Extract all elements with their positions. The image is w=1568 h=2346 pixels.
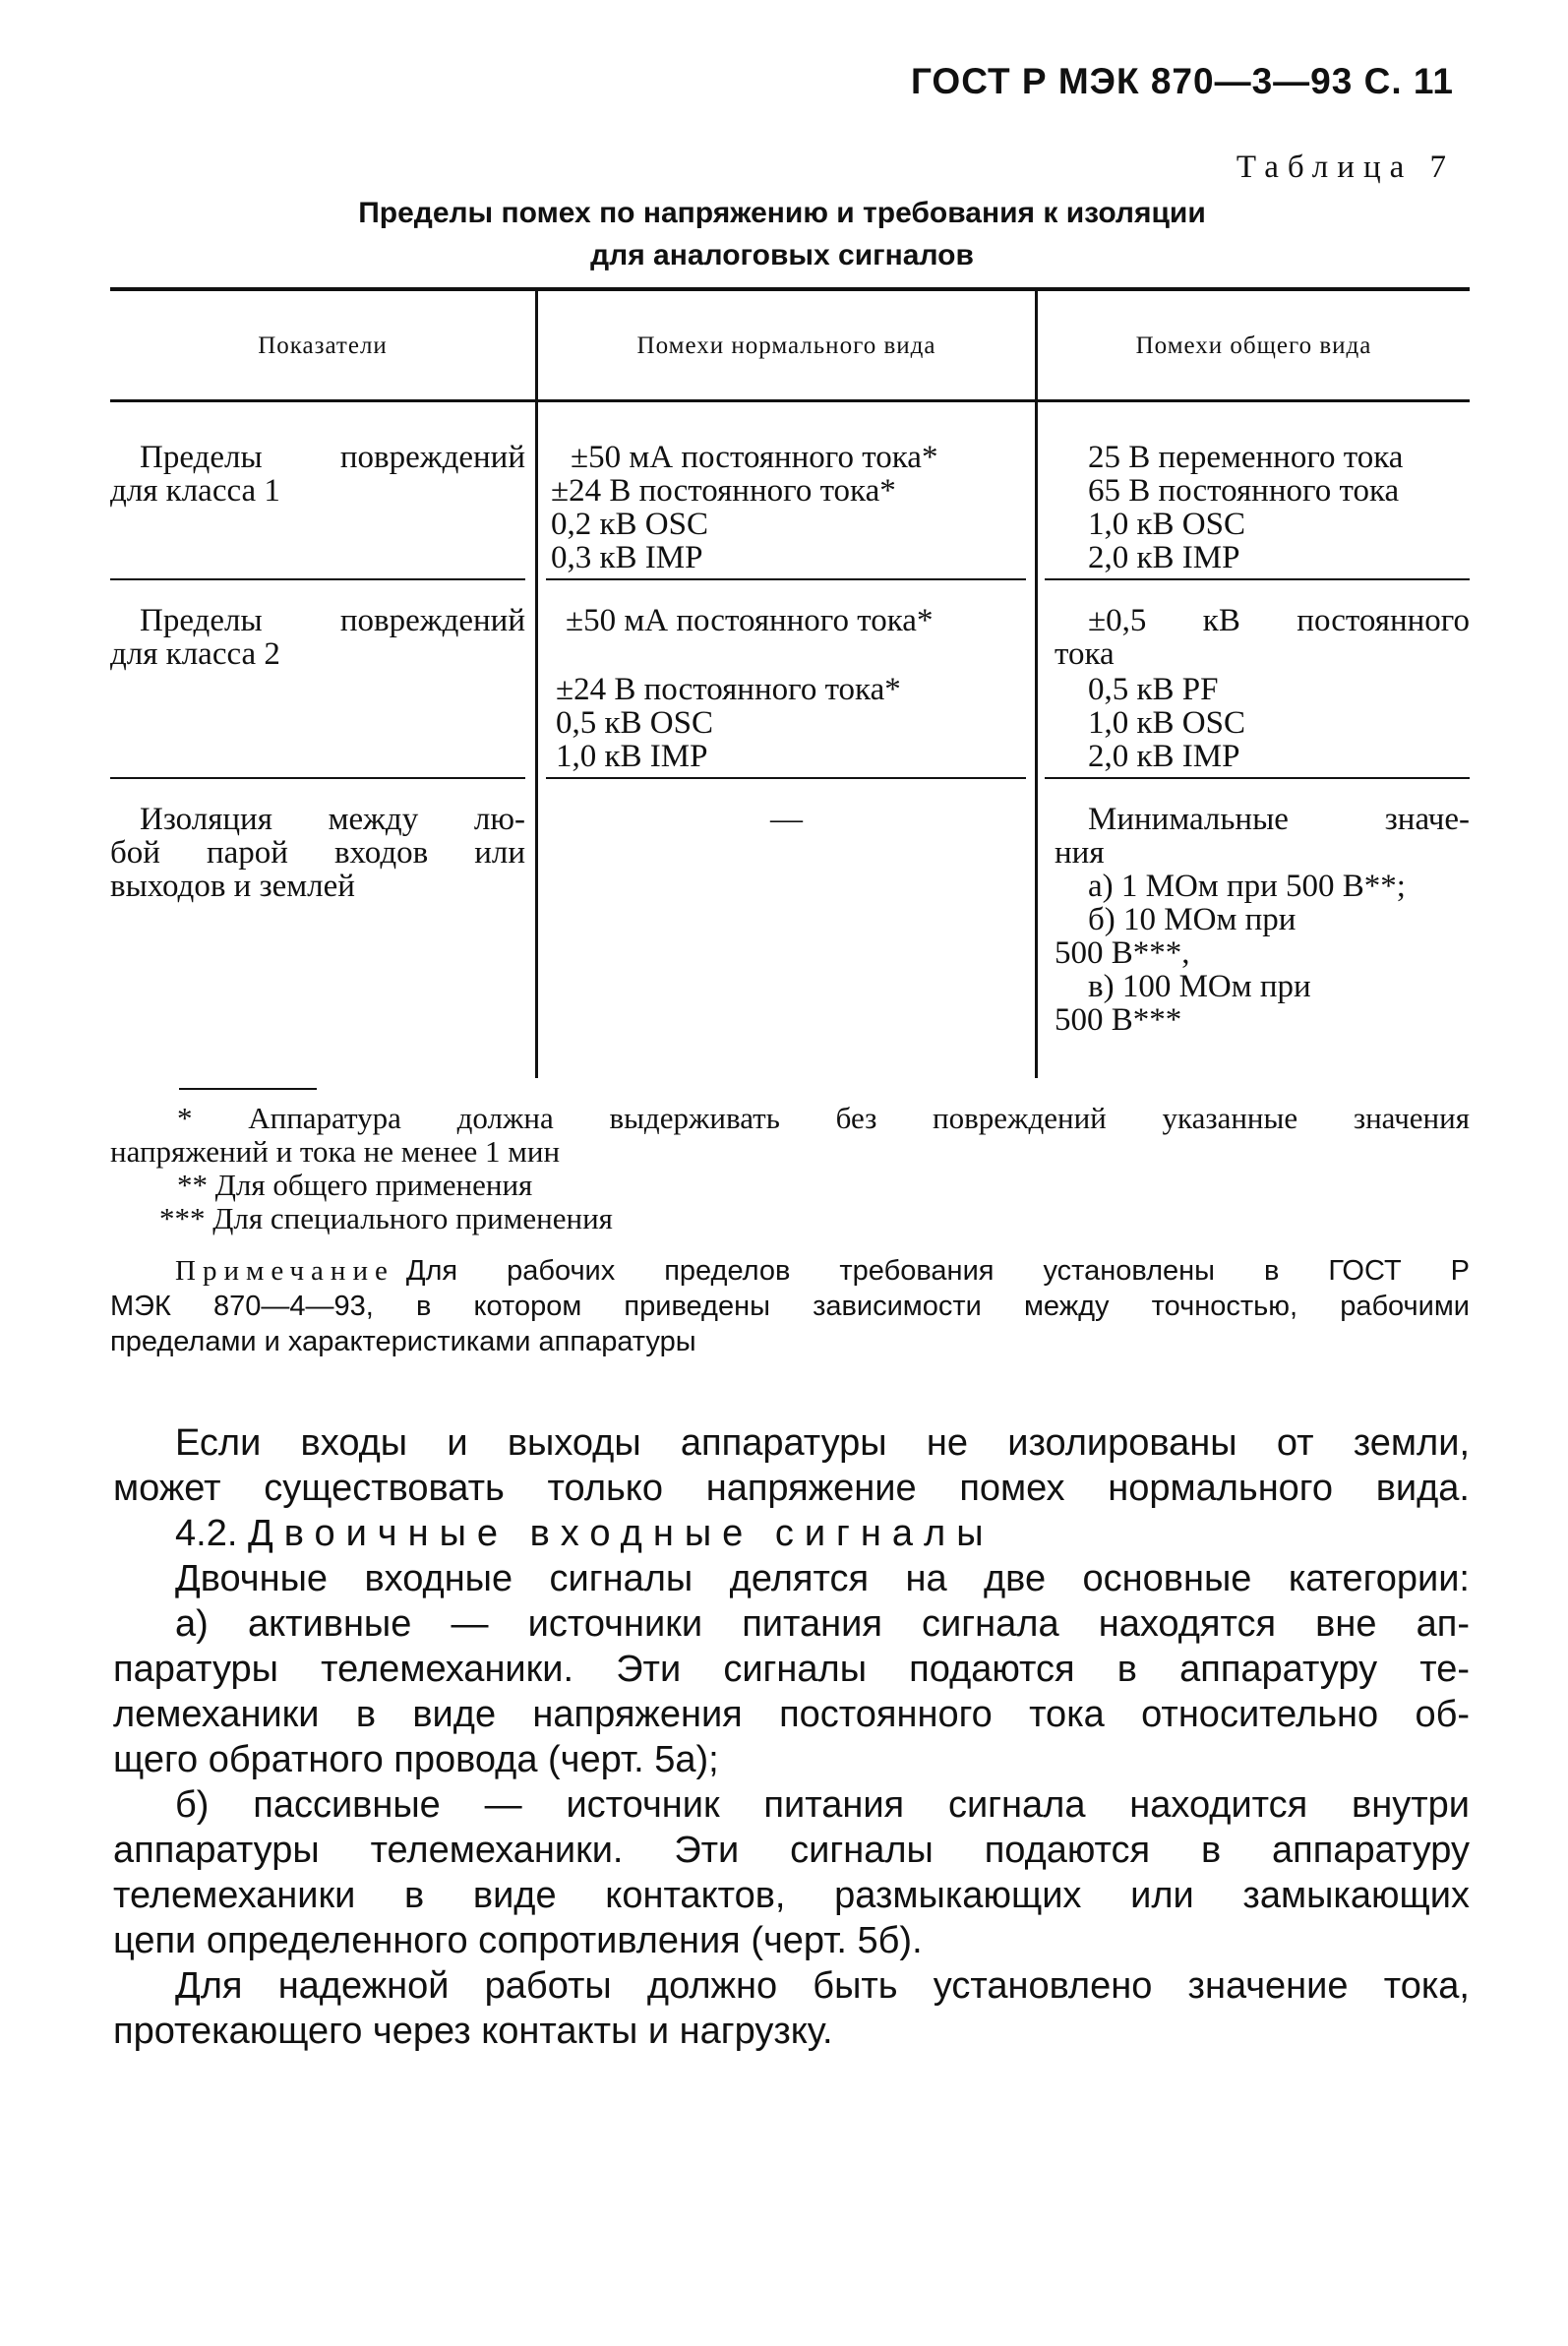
row1-bottom-rule (110, 578, 525, 580)
row3-indicator-line: бой парой входов или (110, 835, 525, 871)
row2-normal-b (556, 673, 901, 773)
row1-common-line: 25 В переменного тока (1088, 440, 1404, 475)
row3-common-e (1055, 1003, 1181, 1037)
row3-common-line: 500 В*** (1055, 1002, 1182, 1038)
row3-common-line: 500 В***, (1055, 935, 1190, 971)
body-line: Для надежной работы должно быть установлено значение тока, (175, 1965, 1470, 2007)
row2-bottom-rule-mid (546, 777, 1026, 779)
row3-normal (538, 803, 1035, 836)
row3-indicator-line: выходов и землей (110, 869, 355, 904)
row3-common-c (1055, 936, 1190, 970)
column-divider-1 (535, 291, 538, 1078)
row1-common-line: 65 В постоянного тока (1088, 473, 1400, 509)
column-header-common-mode: Помехи общего вида (1135, 332, 1372, 359)
body-line: б) пассивные — источник питания сигнала находится внутри (175, 1784, 1470, 1826)
row3-common-d (1088, 970, 1311, 1003)
row1-common-line: 2,0 кВ IMP (1088, 540, 1240, 575)
row1-normal-line: ±24 В постоянного тока* (551, 473, 896, 509)
column-header-normal-mode: Помехи нормального вида (636, 332, 936, 359)
row3-common-line: а) 1 МОм при 500 В**; (1088, 869, 1406, 904)
row2-indicator (140, 604, 525, 637)
row3-common-line: в) 100 МОм при (1088, 969, 1311, 1004)
footnote-1: * Аппаратура должна выдерживать без повреждений указанные значения (177, 1101, 1470, 1135)
row2-indicator-2 (110, 637, 523, 671)
row2-bottom-rule-right (1045, 777, 1470, 779)
footnote-1-cont: напряжений и тока не менее 1 мин (110, 1134, 561, 1169)
row1-indicator (140, 441, 525, 474)
row1-normal-line: ±50 мА постоянного тока* (571, 440, 938, 475)
row1-indicator-line: Пределы повреждений (140, 440, 525, 475)
row2-common-b (1088, 673, 1245, 773)
row3-normal-dash: — (770, 802, 803, 837)
body-line: лемеханики в виде напряжения постоянного тока относительно об- (113, 1694, 1470, 1735)
row3-indicator (140, 803, 525, 836)
row3-common-line: б) 10 МОм при (1088, 902, 1297, 937)
footnote-separator (179, 1088, 317, 1090)
body-line: щего обратного провода (черт. 5а); (113, 1739, 719, 1780)
body-line: Если входы и выходы аппаратуры не изолированы от земли, (175, 1422, 1470, 1464)
row1-indicator-2 (110, 474, 523, 508)
page-header: ГОСТ Р МЭК 870—3—93 С. 11 (910, 61, 1454, 101)
row2-common-line: 2,0 кВ IMP (1088, 739, 1240, 774)
row2-common-line: 0,5 кВ PF (1088, 672, 1219, 707)
row2-common-line: ±0,5 кВ постоянного (1088, 603, 1470, 638)
row2-common-line: тока (1055, 636, 1115, 672)
table-top-rule (110, 287, 1470, 291)
row2-normal-line: ±50 мА постоянного тока* (566, 603, 934, 638)
note-text: Для рабочих пределов требования установлены в ГОСТ Р (405, 1255, 1470, 1287)
section-number: 4.2. (175, 1513, 238, 1554)
row1-common (1088, 441, 1403, 574)
row2-normal-line: ±24 В постоянного тока* (556, 672, 901, 707)
section-title: Двоичные входные сигналы (247, 1513, 995, 1554)
row1-normal-line: 0,3 кВ IMP (551, 540, 703, 575)
row2-normal-line: 0,5 кВ OSC (556, 705, 713, 741)
row2-common (1055, 637, 1115, 671)
note-line-1 (175, 1253, 1470, 1289)
row3-indicator-2 (110, 836, 525, 870)
row3-common-first (1088, 803, 1470, 836)
body-line: цепи определенного сопротивления (черт. 5б). (113, 1920, 923, 1961)
row2-indicator-line: для класса 2 (110, 636, 280, 672)
row2-common-line: 1,0 кВ OSC (1088, 705, 1245, 741)
column-header-indicators: Показатели (258, 332, 388, 359)
table-header-rule (110, 399, 1470, 402)
section-heading (175, 1511, 995, 1556)
footnote-2: ** Для общего применения (177, 1168, 533, 1202)
note-label: Примечание (175, 1255, 394, 1287)
row3-indicator-line: Изоляция между лю- (140, 802, 525, 837)
body-line: протекающего через контакты и нагрузку. (113, 2011, 833, 2052)
row1-indicator-line: для класса 1 (110, 473, 280, 509)
row2-bottom-rule (110, 777, 525, 779)
row3-indicator-3 (110, 870, 523, 903)
row2-indicator-line: Пределы повреждений (140, 603, 525, 638)
row2-normal (566, 604, 933, 637)
body-line: а) активные — источники питания сигнала находятся вне ап- (175, 1603, 1470, 1645)
table-number: Таблица 7 (1236, 150, 1455, 185)
row3-common (1055, 836, 1105, 870)
footnote-3: *** Для специального применения (159, 1201, 613, 1235)
row1-common-line: 1,0 кВ OSC (1088, 507, 1245, 542)
body-line: Двочные входные сигналы делятся на две основные категории: (175, 1558, 1470, 1599)
row2-normal-line: 1,0 кВ IMP (556, 739, 708, 774)
row1-normal-line: 0,2 кВ OSC (551, 507, 708, 542)
table-caption-line-1: Пределы помех по напряжению и требования к изоляции (358, 197, 1206, 229)
table-caption-line-2: для аналоговых сигналов (590, 239, 974, 271)
row2-common-first (1088, 604, 1470, 637)
row1-bottom-rule-right (1045, 578, 1470, 580)
row3-common-line: Минимальные значе- (1088, 802, 1470, 837)
note-line-2: МЭК 870—4—93, в котором приведены зависимости между точностью, рабочими (110, 1291, 1470, 1322)
row1-bottom-rule-mid (546, 578, 1026, 580)
note-line-3: пределами и характеристиками аппаратуры (110, 1326, 696, 1357)
column-divider-2 (1035, 291, 1038, 1078)
body-line: аппаратуры телемеханики. Эти сигналы подаются в аппаратуру (113, 1830, 1470, 1871)
body-line: телемеханики в виде контактов, размыкающих или замыкающих (113, 1875, 1470, 1916)
body-line: может существовать только напряжение помех нормального вида. (113, 1468, 1470, 1509)
row1-normal (551, 441, 937, 574)
body-line: паратуры телемеханики. Эти сигналы подаются в аппаратуру те- (113, 1649, 1470, 1690)
row3-common-line: ния (1055, 835, 1105, 871)
row3-common-b (1088, 870, 1406, 936)
